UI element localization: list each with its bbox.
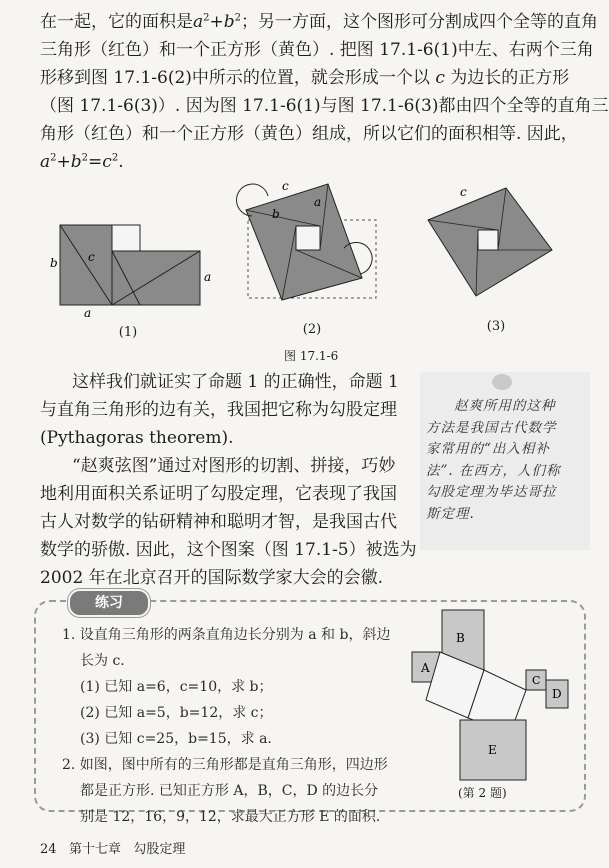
side-note [420, 372, 590, 550]
label-B: B [456, 631, 465, 645]
q1-part-2: (2) 已知 a=5，b=12，求 c； [80, 705, 273, 721]
fig1-label-c: c [88, 250, 95, 264]
exercise-figure-caption: (第 2 题) [458, 786, 507, 800]
figure-3-label: (3) [486, 319, 506, 334]
label-C: C [532, 674, 541, 687]
line-1: 在一起，它的面积是$a^2+b^2$；另一方面，这个图形可分割成四个全等的直角 [40, 12, 599, 32]
q1-part-3: (3) 已知 c=25，b=15，求 a. [80, 731, 272, 747]
fig1-shape [60, 225, 200, 305]
q1-line-1: 1. 设直角三角形的两条直角边长分别为 a 和 b，斜边 [62, 627, 391, 643]
figure-caption: 图 17.1-6 [284, 349, 339, 363]
label-A: A [421, 661, 430, 675]
line-3: 形移到图 17.1-6(2)中所示的位置，就会形成一个以 c 为边长的正方形 [40, 68, 570, 88]
page-footer [40, 838, 185, 857]
fig3-inner-square [478, 230, 498, 250]
exercise-figure [408, 608, 576, 784]
body-line-1: 这样我们就证实了命题 1 的正确性，命题 1 [72, 372, 399, 392]
label-E: E [488, 743, 497, 757]
figure-1 [50, 215, 220, 320]
figure-3 [418, 182, 568, 302]
fig1-label-a-bottom: a [84, 306, 92, 320]
top-paragraph [40, 8, 609, 176]
body-line-3: (Pythagoras theorem). [40, 428, 234, 448]
line-4: （图 17.1-6(3)）. 因为图 17.1-6(1)与图 17.1-6(3)都由四个全等的直角三 [40, 96, 609, 116]
line-5: 角形（红色）和一个正方形（黄色）组成，所以它们的面积相等. 因此， [40, 124, 578, 144]
label-D: D [552, 687, 562, 701]
fig1-label-b: b [50, 256, 58, 270]
exercise-tab [68, 589, 150, 617]
exercise-text [62, 622, 390, 830]
fig2-label-a: a [314, 195, 322, 209]
line-2: 三角形（红色）和一个正方形（黄色）. 把图 17.1-6(1)中左、右两个三角 [40, 40, 594, 60]
body-line-8: 2002 年在北京召开的国际数学家大会的会徽. [40, 568, 384, 588]
fig3-label-c: c [460, 185, 467, 199]
fig1-label-a-right: a [204, 270, 212, 284]
fig2-label-b: b [272, 207, 280, 221]
body-line-6: 古人对数学的钻研精神和聪明才智，是我国古代 [40, 512, 397, 532]
chapter-title: 勾股定理 [133, 842, 186, 857]
body-line-7: 数学的骄傲. 因此，这个图案（图 17.1-5）被选为 [40, 540, 417, 560]
chapter-number: 第十七章 [68, 842, 121, 857]
q2-line-3: 别是 12，16，9，12，求最大正方形 E 的面积. [80, 809, 381, 825]
q2-line-2: 都是正方形. 已知正方形 A，B，C，D 的边长分 [80, 783, 379, 799]
body-line-4: “赵爽弦图”通过对图形的切割、拼接，巧妙 [72, 456, 396, 476]
side-note-text: 赵爽所用的这种 方法是我国古代数学 家常用的“出入相补 法”. 在西方，人们称 勾股定理为毕达哥拉 斯定理. [426, 398, 561, 522]
exercise-tab-label: 练习 [95, 595, 123, 611]
fig2-inner-square [296, 226, 320, 250]
figure-1-label: (1) [118, 325, 138, 340]
body-line-5: 地利用面积关系证明了勾股定理，它表现了我国 [40, 484, 397, 504]
figure-2 [232, 178, 392, 308]
fig2-label-c: c [282, 179, 289, 193]
page-number: 24 [40, 842, 57, 857]
body-paragraph [40, 368, 417, 592]
q1-part-1: (1) 已知 a=6，c=10，求 b； [80, 679, 273, 695]
q2-line-1: 2. 如图，图中所有的三角形都是直角三角形，四边形 [62, 757, 388, 773]
q1-line-2: 长为 c. [80, 653, 125, 669]
note-marker-icon [492, 374, 512, 390]
body-line-2: 与直角三角形的边有关，我国把它称为勾股定理 [40, 400, 397, 420]
line-6: $a^2+b^2=c^2$. [40, 152, 124, 172]
figure-2-label: (2) [302, 322, 322, 337]
